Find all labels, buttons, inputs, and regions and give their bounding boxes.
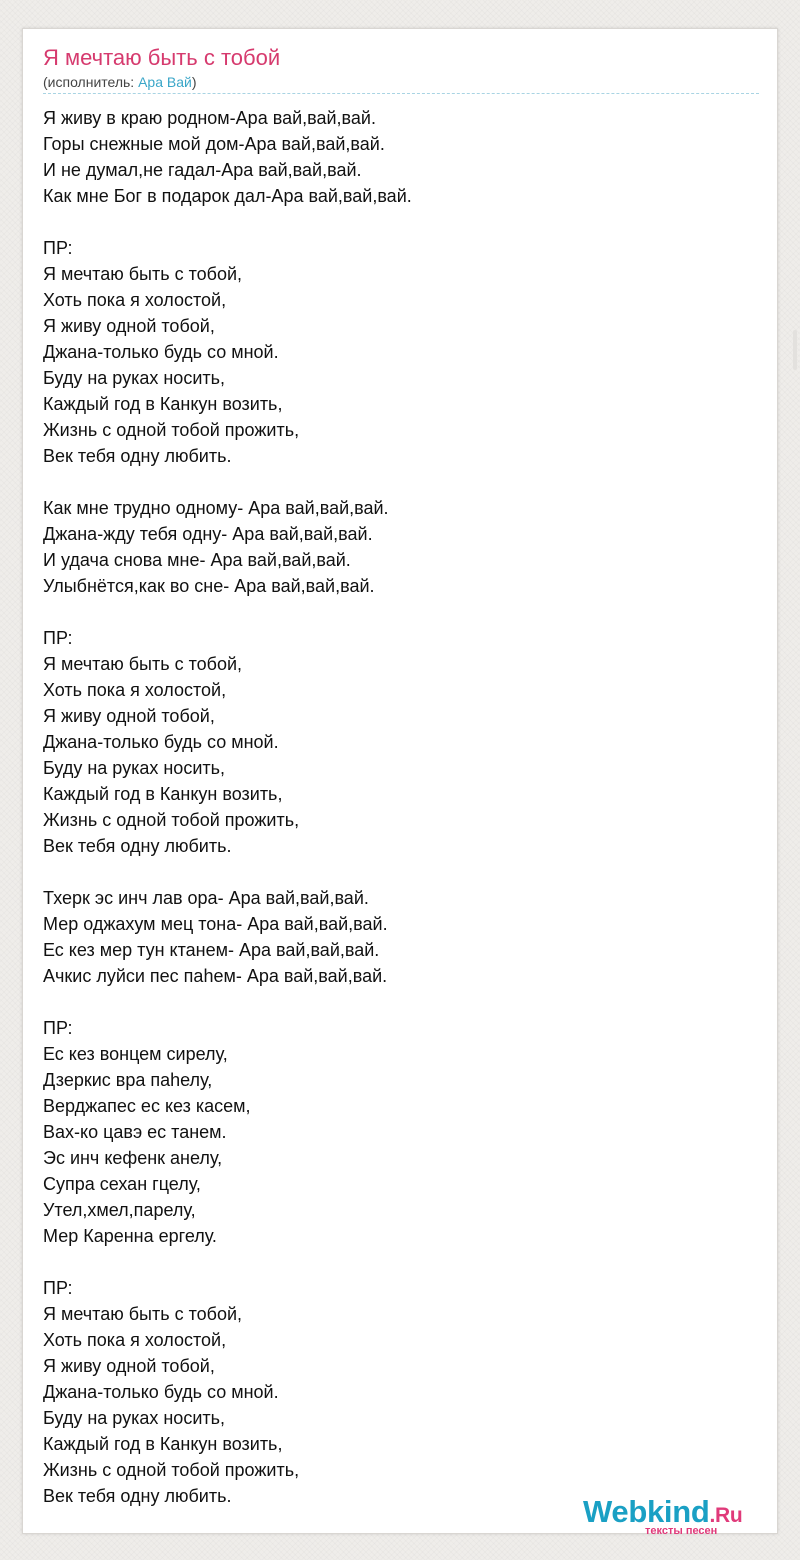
lyrics-line: Хоть пока я холостой, <box>43 290 227 310</box>
lyrics-line: Мер оджахум мец тона- Ара вай,вай,вай. <box>43 914 388 934</box>
lyrics-line: Ачкис луйси пес паhем- Ара вай,вай,вай. <box>43 966 388 986</box>
lyrics-line: Улыбнётся,как во сне- Ара вай,вай,вай. <box>43 576 375 596</box>
lyrics-line: Буду на руках носить, <box>43 1408 225 1428</box>
lyrics-line: Жизнь с одной тобой прожить, <box>43 420 300 440</box>
lyrics-line: Джана-только будь со мной. <box>43 1382 279 1402</box>
logo-tld: .Ru <box>709 1504 743 1527</box>
lyrics-line: Мер Каренна ергелу. <box>43 1226 217 1246</box>
lyrics-line: Джана-жду тебя одну- Ара вай,вай,вай. <box>43 524 373 544</box>
lyrics-line: Тхерк эс инч лав ора- Ара вай,вай,вай. <box>43 888 369 908</box>
artist-link[interactable]: Ара Вай <box>138 74 192 90</box>
lyrics-line: Как мне Бог в подарок дал-Ара вай,вай,вай. <box>43 186 412 206</box>
lyrics-line: Буду на руках носить, <box>43 368 225 388</box>
lyrics-blank-line <box>43 989 743 1015</box>
webkind-logo[interactable] <box>583 1495 773 1535</box>
lyrics-line: Верджапес ес кез касем, <box>43 1096 251 1116</box>
artist-prefix: (исполнитель: <box>43 74 139 90</box>
lyrics-line: Ес кез вонцем сирелу, <box>43 1044 228 1064</box>
lyrics-card <box>22 28 778 1537</box>
lyrics-line: Хоть пока я холостой, <box>43 1330 227 1350</box>
lyrics-line: Утел,хмел,парелу, <box>43 1200 196 1220</box>
lyrics-line: ПР: <box>43 1278 73 1298</box>
lyrics-blank-line <box>43 209 743 235</box>
lyrics-line: Я живу в краю родном-Ара вай,вай,вай. <box>43 108 376 128</box>
lyrics-line: Дзеркис вра паhелу, <box>43 1070 213 1090</box>
lyrics-line: Горы снежные мой дом-Ара вай,вай,вай. <box>43 134 385 154</box>
lyrics-blank-line <box>43 469 743 495</box>
logo-tagline: тексты песен <box>645 1525 718 1537</box>
lyrics-line: Я мечтаю быть с тобой, <box>43 264 243 284</box>
lyrics-line: Век тебя одну любить. <box>43 446 232 466</box>
lyrics-line: Как мне трудно одному- Ара вай,вай,вай. <box>43 498 389 518</box>
lyrics-line: Жизнь с одной тобой прожить, <box>43 810 300 830</box>
lyrics-line: Век тебя одну любить. <box>43 836 232 856</box>
title-divider <box>43 93 759 94</box>
lyrics-line: Я живу одной тобой, <box>43 316 215 336</box>
lyrics-line: Хоть пока я холостой, <box>43 680 227 700</box>
lyrics-line: Эс инч кефенк анелу, <box>43 1148 223 1168</box>
lyrics-line: Джана-только будь со мной. <box>43 732 279 752</box>
lyrics-line: Джана-только будь со мной. <box>43 342 279 362</box>
lyrics-line: Я мечтаю быть с тобой, <box>43 654 243 674</box>
song-title: Я мечтаю быть с тобой <box>43 45 281 70</box>
lyrics-line: Вах-ко цавэ ес танем. <box>43 1122 227 1142</box>
lyrics-blank-line <box>43 1249 743 1275</box>
lyrics-line: Каждый год в Канкун возить, <box>43 394 283 414</box>
lyrics-line: Супра сехан гцелу, <box>43 1174 201 1194</box>
lyrics-blank-line <box>43 599 743 625</box>
logo-main-text: Webkind <box>583 1494 710 1529</box>
lyrics-line: Я живу одной тобой, <box>43 706 215 726</box>
lyrics-blank-line <box>43 859 743 885</box>
lyrics-line: Каждый год в Канкун возить, <box>43 784 283 804</box>
lyrics-line: Каждый год в Канкун возить, <box>43 1434 283 1454</box>
lyrics-line: ПР: <box>43 238 73 258</box>
lyrics-line: И удача снова мне- Ара вай,вай,вай. <box>43 550 351 570</box>
lyrics-line: И не думал,не гадал-Ара вай,вай,вай. <box>43 160 362 180</box>
scrollbar-thumb[interactable] <box>793 330 797 370</box>
lyrics-line: ПР: <box>43 628 73 648</box>
lyrics-line: Ес кез мер тун ктанем- Ара вай,вай,вай. <box>43 940 380 960</box>
lyrics-line: Век тебя одну любить. <box>43 1486 232 1506</box>
artist-line <box>43 73 197 91</box>
artist-suffix: ) <box>191 74 197 90</box>
lyrics-line: Жизнь с одной тобой прожить, <box>43 1460 300 1480</box>
lyrics-line: ПР: <box>43 1018 73 1038</box>
lyrics-text <box>43 105 743 1509</box>
lyrics-line: Я мечтаю быть с тобой, <box>43 1304 243 1324</box>
lyrics-line: Буду на руках носить, <box>43 758 225 778</box>
lyrics-line: Я живу одной тобой, <box>43 1356 215 1376</box>
